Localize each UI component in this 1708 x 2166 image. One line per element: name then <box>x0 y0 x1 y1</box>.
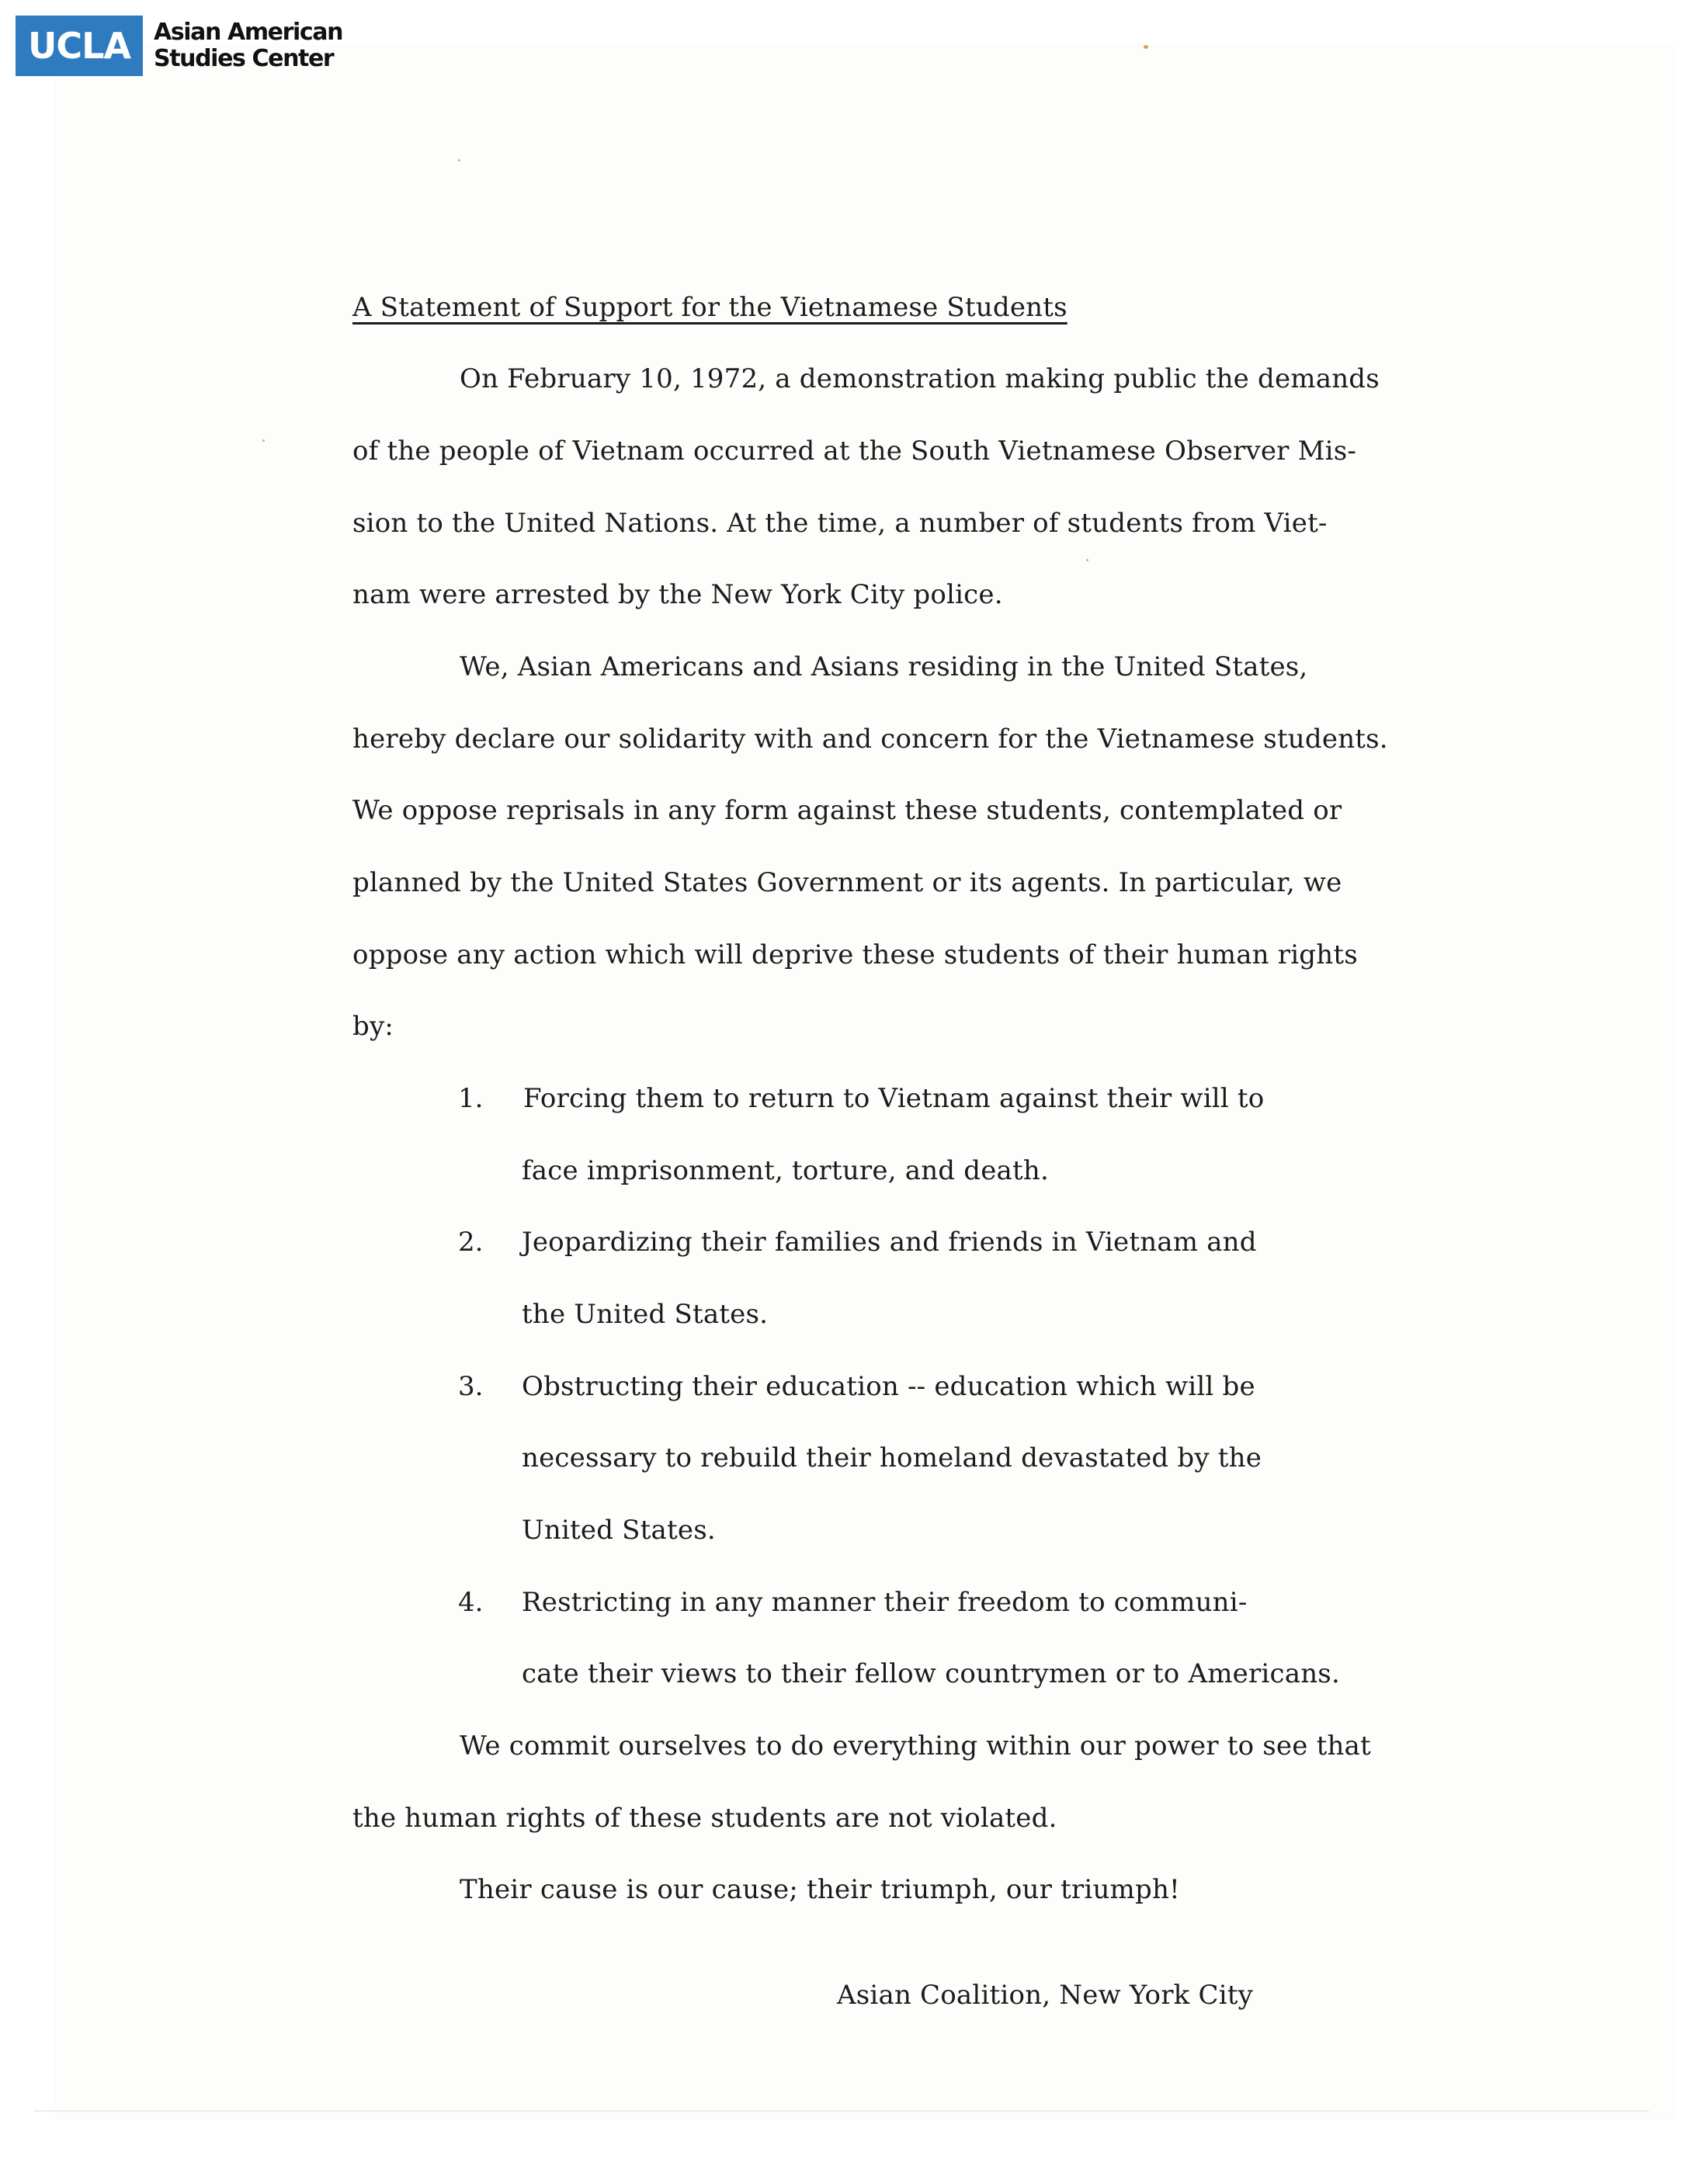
paragraph-2-line: hereby declare our solidarity with and concern for the Vietnamese students. <box>352 724 1388 755</box>
center-name <box>154 19 342 72</box>
list-item-number: 1. <box>458 1083 484 1114</box>
paper-fleck <box>1144 45 1148 49</box>
ucla-aasc-logo <box>16 16 342 76</box>
paragraph-1-line: nam were arrested by the New York City police. <box>352 579 1003 610</box>
paragraph-2-line: planned by the United States Government or its agents. In particular, we <box>352 867 1342 898</box>
list-item-line: face imprisonment, torture, and death. <box>522 1155 1049 1186</box>
paper-fleck <box>458 159 460 161</box>
paragraph-1-line: On February 10, 1972, a demonstration making public the demands <box>460 363 1380 394</box>
paragraph-2-line: by: <box>352 1011 394 1042</box>
paper-edge <box>34 2110 1649 2112</box>
list-item-number: 4. <box>458 1587 484 1618</box>
paragraph-2-line: We, Asian Americans and Asians residing in the United States, <box>460 651 1308 682</box>
list-item-line: Restricting in any manner their freedom to communi- <box>522 1587 1248 1618</box>
letter-title: A Statement of Support for the Vietnamese Students <box>352 292 1068 323</box>
list-item-number: 3. <box>458 1371 484 1402</box>
signature: Asian Coalition, New York City <box>837 1980 1254 2011</box>
list-item-line: cate their views to their fellow countrymen or to Americans. <box>522 1658 1340 1689</box>
center-name-line-1: Asian American <box>154 19 343 46</box>
list-item-number: 2. <box>458 1227 484 1258</box>
paragraph-3-line: the human rights of these students are not violated. <box>352 1803 1057 1834</box>
paragraph-2-line: We oppose reprisals in any form against these students, contemplated or <box>352 795 1342 826</box>
paragraph-2-line: oppose any action which will deprive these students of their human rights <box>352 939 1358 970</box>
list-item-line: the United States. <box>522 1299 769 1330</box>
center-name-line-2: Studies Center <box>154 45 334 72</box>
paragraph-1-line: of the people of Vietnam occurred at the South Vietnamese Observer Mis- <box>352 436 1357 467</box>
list-item-line: United States. <box>522 1515 716 1546</box>
list-item-line: Jeopardizing their families and friends in Vietnam and <box>522 1227 1257 1258</box>
paragraph-3-line: We commit ourselves to do everything within our power to see that <box>460 1730 1371 1762</box>
paper-fleck <box>1086 559 1088 561</box>
list-item-line: Forcing them to return to Vietnam against their will to <box>523 1083 1265 1114</box>
paragraph-1-line: sion to the United Nations. At the time, a number of students from Viet- <box>352 508 1328 539</box>
list-item-line: necessary to rebuild their homeland devastated by the <box>522 1442 1262 1474</box>
list-item-line: Obstructing their education -- education which will be <box>522 1371 1255 1402</box>
ucla-logo-mark: UCLA <box>16 16 143 76</box>
closing-line: Their cause is our cause; their triumph, our triumph! <box>460 1874 1180 1905</box>
paper-fleck <box>262 439 265 442</box>
